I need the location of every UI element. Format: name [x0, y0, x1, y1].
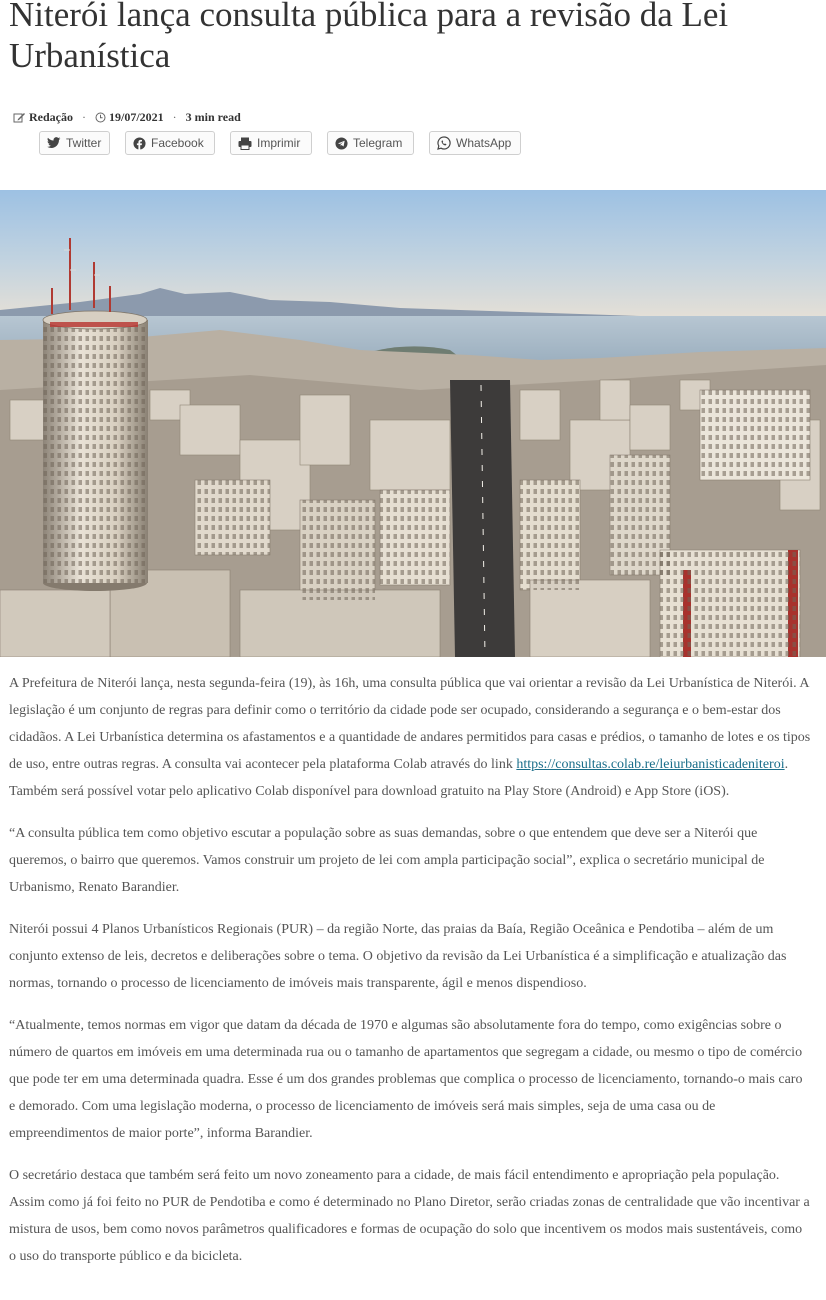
paragraph-text: A Prefeitura de Niterói lança, nesta segunda-feira (19), às 16h, uma consulta pública que vai orientar a revisão da Lei Urbanística de Niterói. A legislação é um conjunto de regras para definir como o território da cidade pode ser ocupado, considerando a segurança e o bem-estar dos cidadãos. A Lei Urbanística determina os afastamentos e a quantidade de andares permitidos para casas e prédios, o tamanho de lotes e os tipos de uso, entre outras regras. A consulta vai acontecer pela plataforma Colab através do link	[9, 676, 811, 772]
article-paragraph-2: “A consulta pública tem como objetivo escutar a população sobre as suas demandas, sobre o que entendem que deve ser a Niterói que queremos, o bairro que queremos. Vamos construir um projeto de lei com ampla participação social”, explica o secretário municipal de Urbanismo, Renato Barandier.	[9, 826, 765, 895]
twitter-icon	[47, 137, 61, 149]
date-text: 19/07/2021	[109, 110, 164, 124]
share-whatsapp-button[interactable]	[429, 131, 521, 155]
meta-separator: ·	[172, 110, 177, 124]
publish-date	[95, 110, 164, 125]
share-telegram-label: Telegram	[353, 136, 403, 150]
share-telegram-button[interactable]	[327, 131, 414, 155]
colab-consultation-link[interactable]: https://consultas.colab.re/leiurbanisticadeniteroi	[516, 757, 785, 772]
share-whatsapp-label: WhatsApp	[456, 136, 512, 150]
telegram-icon	[335, 137, 348, 150]
clock-icon	[95, 112, 106, 123]
share-twitter-button[interactable]	[39, 131, 110, 155]
article-body	[9, 670, 812, 1285]
share-twitter-label: Twitter	[66, 136, 102, 150]
edit-icon	[13, 112, 26, 123]
article-paragraph-5: O secretário destaca que também será feito um novo zoneamento para a cidade, de mais fácil entendimento e apropriação pela população. Assim como já foi feito no PUR de Pendotiba e como é determinado no Plano Diretor, serão criadas zonas de centralidade que vão incentivar a mistura de usos, bem como novos parâmetros qualificadores e formas de ocupação do solo que incentivem os modos mais sustentáveis, como o uso do transporte público e da bicicleta.	[9, 1168, 810, 1264]
article-paragraph-1	[9, 670, 812, 805]
article-paragraph-3: Niterói possui 4 Planos Urbanísticos Regionais (PUR) – da região Norte, das praias da Baía, Região Oceânica e Pendotiba – além de um conjunto extenso de leis, decretos e deliberações sobre o tema. O objetivo da revisão da Lei Urbanística é a simplificação e atualização das normas, tornando o processo de licenciamento de imóveis mais transparente, ágil e menos dispendioso.	[9, 922, 787, 991]
article-hero-photo	[0, 190, 826, 657]
share-print-label: Imprimir	[257, 136, 301, 150]
facebook-icon	[133, 137, 146, 150]
share-facebook-button[interactable]	[125, 131, 215, 155]
article-meta	[13, 110, 241, 125]
paragraph-text: . Também será possível votar pelo aplicativo Colab disponível para download gratuito na Play Store (Android) e App Store (iOS).	[9, 757, 789, 799]
meta-separator: ·	[82, 110, 86, 124]
author-byline[interactable]	[13, 110, 73, 125]
printer-icon	[238, 137, 252, 150]
article-title: Niterói lança consulta pública para a revisão da Lei Urbanística	[9, 0, 729, 75]
share-print-button[interactable]	[230, 131, 312, 155]
read-time: 3 min read	[185, 110, 241, 124]
share-facebook-label: Facebook	[151, 136, 204, 150]
article-paragraph-4: “Atualmente, temos normas em vigor que datam da década de 1970 e algumas são absolutamente fora do tempo, como exigências sobre o número de quartos em imóveis em uma determinada rua ou o tamanho de apartamentos que segregam a cidade, ou mesmo o tipo de comércio que pode ter em uma determinada quadra. Esse é um dos grandes problemas que complica o processo de licenciamento, tornando-o mais caro e demorado. Com uma legislação moderna, o processo de licenciamento de imóveis será mais simples, seja de uma casa ou de empreendimentos de maior porte”, informa Barandier.	[9, 1018, 803, 1141]
whatsapp-icon	[437, 136, 451, 150]
author-name: Redação	[29, 110, 73, 124]
